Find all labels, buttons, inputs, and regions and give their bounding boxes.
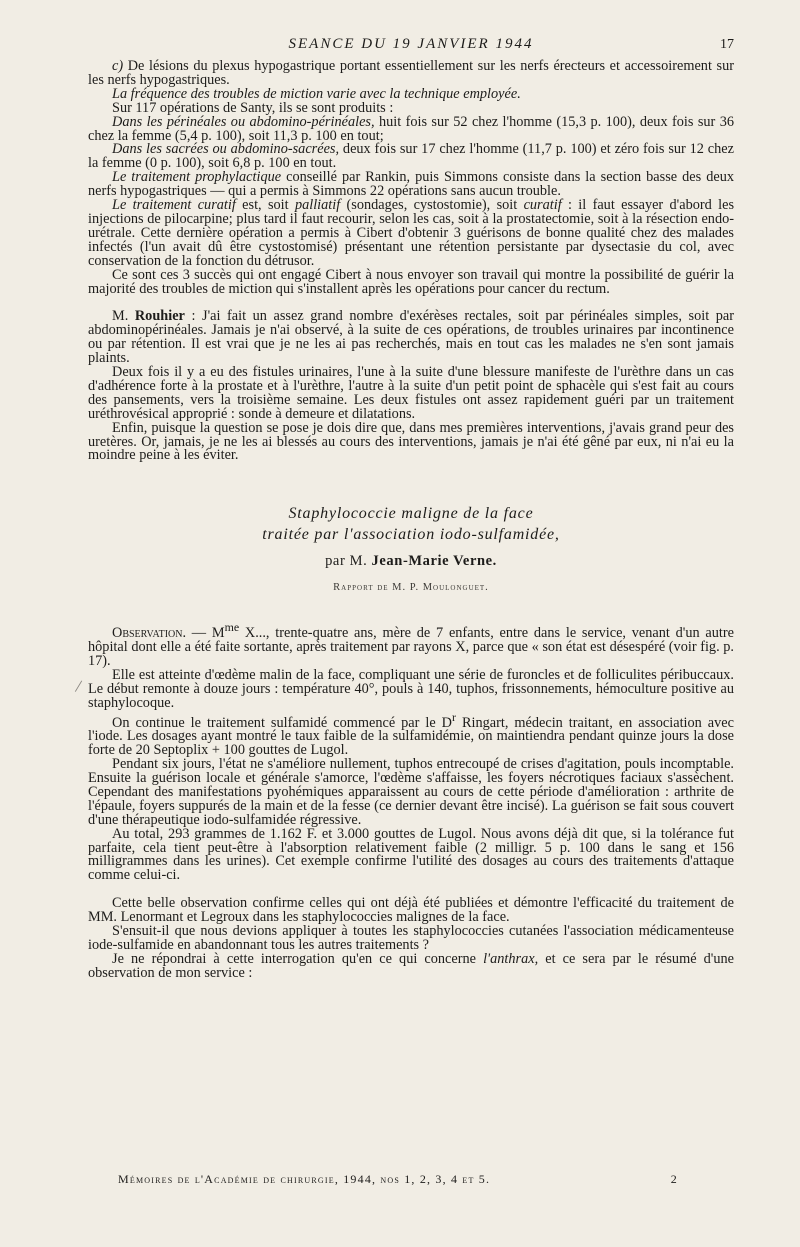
paragraph-santy: Sur 117 opérations de Santy, ils se sont produits : (112, 99, 394, 116)
paragraph-evolution: Pendant six jours, l'état ne s'améliore nullement, tuphos entrecoupé de crises d'agitation, pouls incomptable. Ensuite la guérison locale et générale s'amorce, l'œdème s'affaisse, les foyers nécrotiques faciaux s'assèchent. Cependant des manifestations pyohémiques apparaissent au cours de cette période d'amélioration : arthrite de l'épaule, foyers suppurés de la main et de la fesse (ce dernier devant être incisé). La guérison se fait sous couvert d'une thérapeutique iodo-sulfamidée régressive. (88, 756, 734, 828)
paragraph-rouhier (88, 310, 734, 366)
paragraph-text: huit fois sur 52 chez l'homme (15,3 p. 100), deux fois sur 36 chez la femme (5,4 p. 100), soit 11,3 p. 100 en tout; (88, 113, 734, 144)
article-title-line-2: traitée par l'association iodo-sulfamidée, (262, 526, 560, 544)
italic-phrase: Dans les périnéales ou abdomino-périnéales, (112, 113, 375, 130)
italic-phrase: Dans les sacrées ou abdomino-sacrées, (112, 141, 340, 158)
paragraph-ureteres: Enfin, puisque la question se pose je dois dire que, dans mes premières interventions, j'avais grand peur des uretères. Or, jamais, je ne les ai blessés au cours des interventions, jamais je n'ai été gêné par eux, ni n'ai eu la moindre peine à les éviter. (88, 419, 734, 464)
paragraph-text: et ce sera par le résumé d'une observation de mon service : (88, 950, 734, 981)
paragraph-text: deux fois sur 17 chez l'homme (11,7 p. 100) et zéro fois sur 12 chez la femme (0 p. 100), soit 6,8 p. 100 en tout. (88, 141, 734, 172)
paragraph-text: : J'ai fait un assez grand nombre d'exérèses rectales, soit par périnéales simples, soit par abdominopérinéales. Jamais je n'ai observé, à la suite de ces opérations, de troubles urinaires par incontinence ou par rétention. Il est vrai que je ne les ai pas recherchés, mais en tout cas les malades ne s'en sont jamais plaints. (88, 308, 734, 367)
article-byline (88, 553, 734, 570)
article-author: Jean-Marie Verne. (371, 553, 497, 570)
superscript: me (224, 620, 240, 635)
paragraph-conclusion: Cette belle observation confirme celles qui ont déjà été publiées et démontre l'efficacité du traitement de MM. Lenormant et Legroux dans les staphylococcies malignes de la face. (88, 895, 734, 926)
italic-phrase: Le traitement curatif (112, 197, 236, 214)
paragraph-curative (88, 199, 734, 269)
paragraph-text: De lésions du plexus hypogastrique portant essentiellement sur les nerfs érecteurs et accessoirement sur les nerfs hypogastriques. (88, 58, 734, 88)
article-report-line: Rapport de M. P. Moulonguet. (333, 582, 489, 594)
paragraph-anthrax (88, 950, 734, 981)
paragraph-prophylactic (88, 171, 734, 199)
paragraph-observation (88, 621, 734, 668)
article-heading (88, 503, 734, 593)
paragraph-text: est, soit (235, 197, 295, 214)
paragraph-frequency: La fréquence des troubles de miction varie avec la technique employée. (112, 85, 521, 102)
footer-page-number: 2 (670, 1172, 678, 1186)
observation-label: Observation. (112, 625, 187, 642)
paragraph-text: X..., trente-quatre ans, mère de 7 enfants, entre dans le service, venant d'un autre hôpital dont elle a été faite sortante, après traitement par rayons X, parce que « son état est désespéré (voir fig. p. 17). (88, 625, 734, 669)
running-header (88, 34, 734, 60)
footer-citation: Mémoires de l'Académie de chirurgie, 1944, nos 1, 2, 3, 4 et 5. (118, 1172, 491, 1186)
article-title-line-1: Staphylococcie maligne de la face (288, 505, 534, 523)
paragraph-text: On continue le traitement sulfamidé commencé par le D (112, 714, 452, 731)
header-page-number: 17 (720, 37, 734, 52)
paragraph-text: Je ne répondrai à cette interrogation qu'en ce qui concerne (112, 950, 484, 967)
page-content (88, 34, 734, 981)
paragraph-fistules: Deux fois il y a eu des fistules urinaires, l'une à la suite d'une blessure manifeste de l'urèthre dans un cas d'adhérence forte à la prostate et à l'urèthre, l'autre à la suite d'un petit point de sphacèle qui s'est fait au cours des pansements, vers la troisième semaine. Les deux fistules ont assez rapidement guéri par un traitement uréthrovésical approprié : sonde à demeure et dilatations. (88, 364, 734, 422)
paragraph-text: Ringart, médecin traitant, en association avec l'iode. Les dosages ayant montré le taux faible de la sulfamidémie, on maintiendra pendant quinze jours la dose forte de 20 Septoplix + 100 gouttes de Lugol. (88, 714, 734, 759)
header-title: SEANCE DU 19 JANVIER 1944 (288, 36, 534, 52)
paragraph-question: S'ensuit-il que nous devions appliquer à toutes les staphylococcies cutanées l'association médicamenteuse iode-sulfamide en abandonnant tous les autres traitements ? (88, 923, 734, 953)
paragraph-text: (sondages, cystostomie), soit (340, 197, 524, 214)
speaker-name: Rouhier (134, 308, 185, 325)
italic-phrase: curatif (523, 197, 562, 214)
italic-phrase: Le traitement prophylactique (112, 169, 282, 186)
byline-prefix: par M. (325, 553, 372, 570)
paragraph-lesions (88, 60, 734, 88)
paragraph-perineales (88, 113, 734, 144)
speaker-title: M. (112, 308, 135, 325)
page-footer (118, 1172, 678, 1187)
paragraph-text: : il faut essayer d'abord les injections de pilocarpine; plus tard il faut recourir, selon les cas, soit à la prostatectomie, soit à la résection endo-urétrale. Cette dernière opération a permis à Cibert d'obtenir 3 guérisons de bonne qualité chez des malades infectés (l'un avait dû être cystostomisé) présentant une rétention persistante par dysectasie du col, avec conservation de la fonction du détrusor. (88, 197, 735, 269)
paragraph-sacrees (88, 143, 734, 171)
list-marker: c) (112, 58, 128, 74)
margin-pencil-mark: / (74, 675, 84, 697)
superscript: r (452, 709, 456, 724)
paragraph-text: — M (186, 625, 225, 642)
italic-phrase: l'anthrax, (483, 950, 539, 967)
italic-phrase: palliatif (294, 197, 341, 214)
paragraph-sulfamide (88, 711, 734, 758)
paragraph-total: Au total, 293 grammes de 1.162 F. et 3.000 gouttes de Lugol. Nous avons déjà dit que, si la tolérance fut parfaite, cela tient peut-être à l'absorption relativement faible (2 milligr. 5 p. 100 dans le sang et 156 milligrammes dans les urines). Cet exemple confirme l'utilité des dosages au cours des traitements d'attaque comme celui-ci. (88, 825, 734, 884)
paragraph-text: conseillé par Rankin, puis Simmons consiste dans la section basse des deux nerfs hypogastriques — qui a permis à Simmons 22 opérations sans aucun trouble. (88, 169, 734, 200)
paragraph-cibert: Ce sont ces 3 succès qui ont engagé Cibert à nous envoyer son travail qui montre la possibilité de guérir la majorité des troubles de miction qui s'installent après les opérations pour cancer du rectum. (88, 266, 734, 297)
paragraph-oedeme: Elle est atteinte d'œdème malin de la face, compliquant une série de furoncles et de folliculites péribuccaux. Le début remonte à douze jours : température 40°, pouls à 140, tuphos, frissonnements, hémoculture positive au staphylocoque. (88, 666, 734, 711)
